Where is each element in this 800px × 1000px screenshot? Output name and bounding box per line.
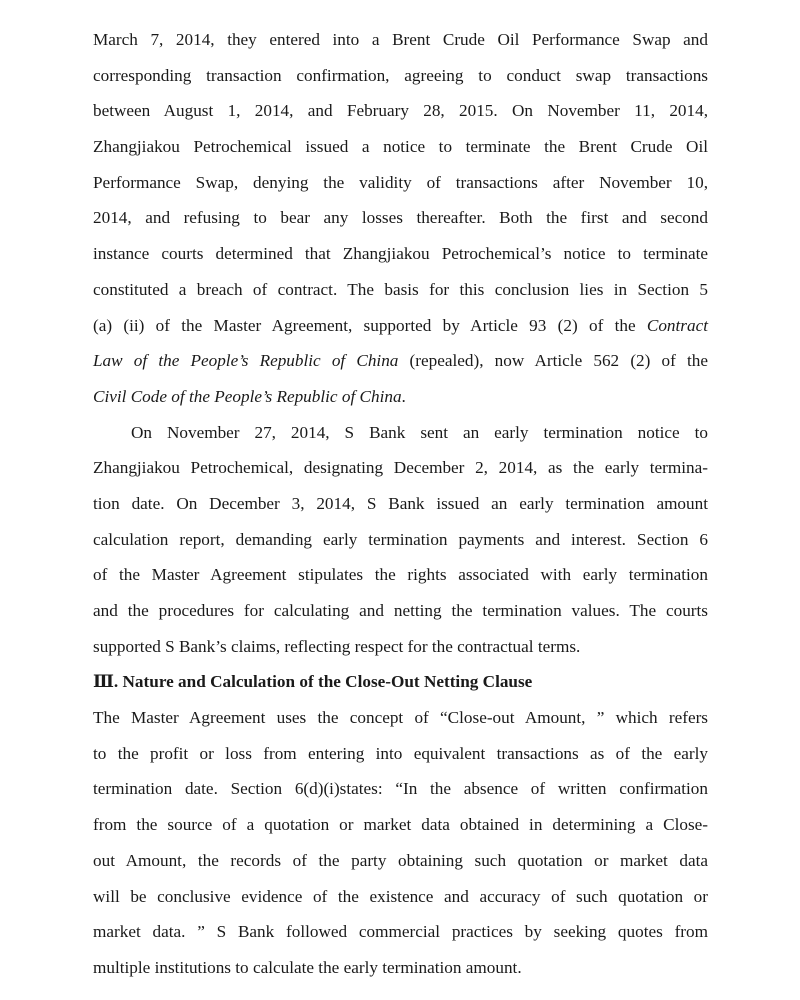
statute-title: Civil Code of the People’s Republic of China <box>93 386 402 406</box>
text-line: tion date. On December 3, 2014, S Bank issued an early termination amount <box>93 493 708 513</box>
text-line: and the procedures for calculating and netting the termination values. The courts <box>93 601 708 620</box>
text-line: Zhangjiakou Petrochemical, designating December 2, 2014, as the early termina- <box>93 458 708 478</box>
text-line: calculation report, demanding early termination payments and interest. Section 6 <box>93 529 708 549</box>
text-line: Zhangjiakou Petrochemical issued a notice to terminate the Brent Crude Oil <box>93 137 708 157</box>
text-run: . <box>401 386 406 406</box>
body-text <box>93 22 708 986</box>
text-line: market data. ” S Bank followed commercial practices by seeking quotes from <box>93 922 708 942</box>
text-line: from the source of a quotation or market data obtained in determining a Close- <box>93 815 708 835</box>
statute-title: Law of the People’s Republic of China <box>93 351 399 371</box>
text-run: (repealed), now Article 562 (2) of the <box>398 351 709 371</box>
text-line: instance courts determined that Zhangjiakou Petrochemical’s notice to terminate <box>93 244 708 264</box>
text-line: 2014, and refusing to bear any losses thereafter. Both the first and second <box>93 208 708 228</box>
section-heading: Ⅲ. Nature and Calculation of the Close-Out Netting Clause <box>93 672 533 692</box>
statute-title: Contract <box>646 315 708 335</box>
paragraph-close-out-amount <box>93 700 708 986</box>
text-line: constituted a breach of contract. The basis for this conclusion lies in Section 5 <box>93 279 708 299</box>
text-line: termination date. Section 6(d)(i)states: “In the absence of written confirmation <box>93 779 708 799</box>
text-line <box>93 308 708 344</box>
text-line: of the Master Agreement stipulates the rights associated with early termination <box>93 565 708 585</box>
text-line: March 7, 2014, they entered into a Brent Crude Oil Performance Swap and <box>93 30 708 49</box>
text-line: out Amount, the records of the party obtaining such quotation or market data <box>93 850 708 870</box>
text-line: Performance Swap, denying the validity of transactions after November 10, <box>93 172 708 192</box>
text-line: The Master Agreement uses the concept of “Close-out Amount, ” which refers <box>93 708 708 728</box>
text-line: to the profit or loss from entering into equivalent transactions as of the early <box>93 743 708 763</box>
text-line <box>93 343 708 379</box>
text-line: corresponding transaction confirmation, agreeing to conduct swap transactions <box>93 65 708 85</box>
text-run: (a) (ii) of the Master Agreement, supported by Article 93 (2) of the <box>93 315 647 335</box>
text-line: On November 27, 2014, S Bank sent an early termination notice to <box>131 422 708 442</box>
text-line: will be conclusive evidence of the existence and accuracy of such quotation or <box>93 886 708 906</box>
text-line: multiple institutions to calculate the early termination amount. <box>93 957 522 977</box>
paragraph-early-termination <box>93 415 708 665</box>
text-line: supported S Bank’s claims, reflecting respect for the contractual terms. <box>93 636 581 656</box>
text-line <box>93 379 708 415</box>
paragraph-contract-termination <box>93 22 708 415</box>
text-line: between August 1, 2014, and February 28, 2015. On November 11, 2014, <box>93 101 708 121</box>
